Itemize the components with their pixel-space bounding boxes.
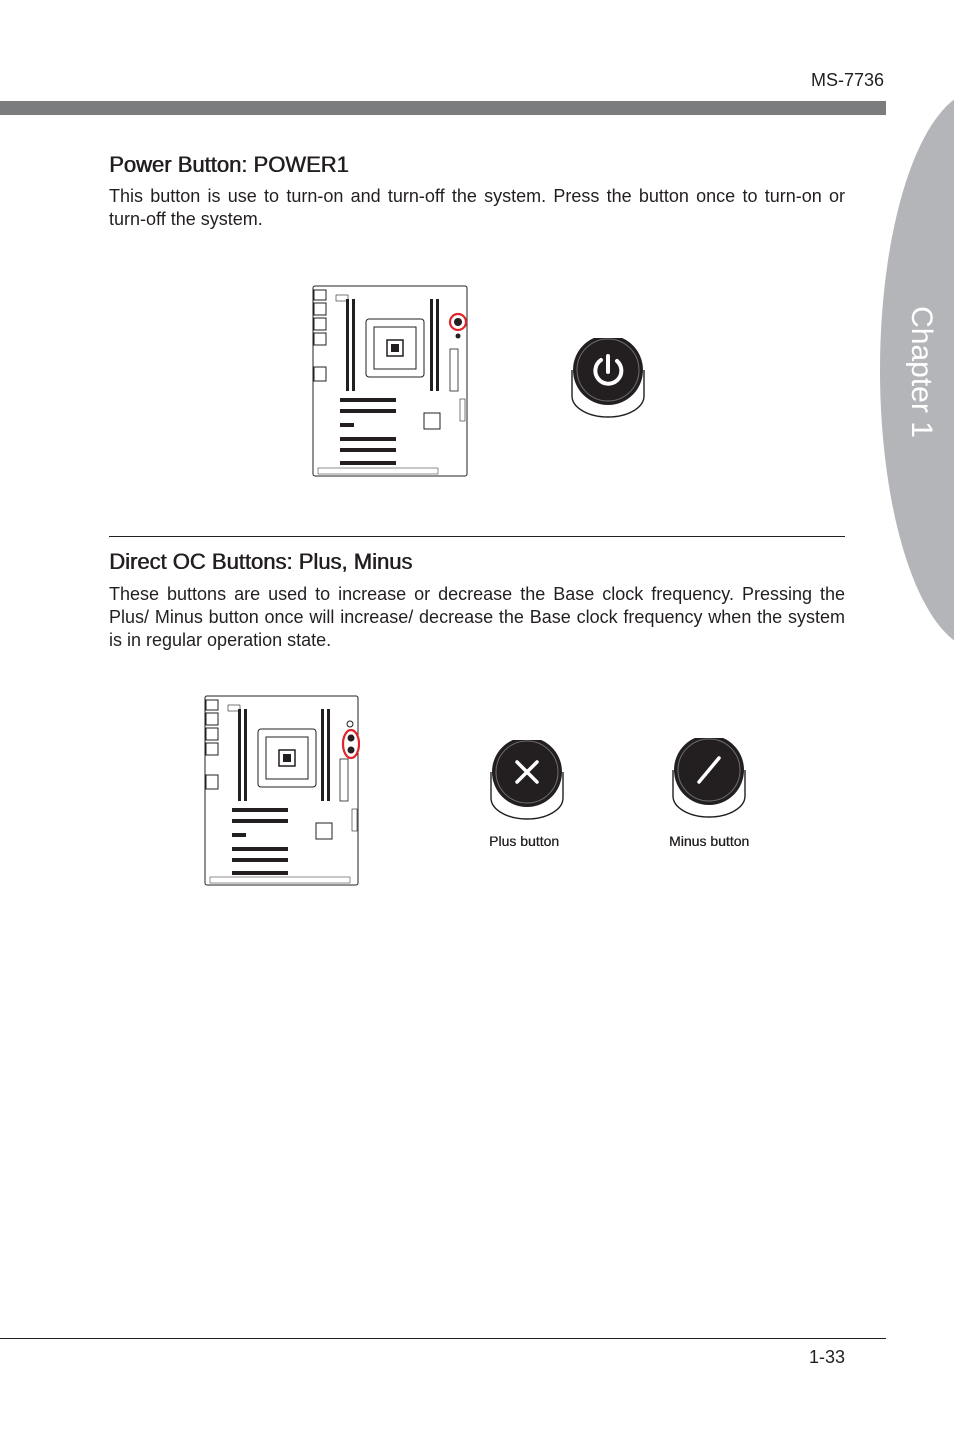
plus-button-icon — [487, 740, 567, 822]
model-number: MS-7736 — [810, 70, 884, 90]
footer-rule — [0, 1338, 886, 1339]
minus-button-caption: Minus button — [669, 833, 750, 849]
section-body-direct-oc: These buttons are used to increase or decrease the Base clock frequency. Pressing the Plus/ Minus button once will increase/ decrease the Base clock frequency when the system is in regular operation state. — [109, 584, 845, 650]
plus-button-caption: Plus button — [489, 833, 560, 849]
header-bar — [0, 101, 886, 115]
minus-button-icon — [669, 738, 749, 820]
motherboard-diagram-icon — [202, 695, 360, 887]
section-divider — [109, 536, 845, 537]
page-number: 1-33 — [808, 1347, 845, 1367]
chapter-label: Chapter 1 — [905, 306, 938, 438]
section-title-direct-oc: Direct OC Buttons: Plus, Minus — [109, 549, 413, 574]
motherboard-diagram-icon — [312, 285, 468, 477]
power-button-icon — [568, 338, 648, 420]
section-title-power: Power Button: POWER1 — [109, 152, 349, 177]
section-body-power: This button is use to turn-on and turn-off the system. Press the button once to turn-on or turn-off the system. — [109, 186, 845, 229]
